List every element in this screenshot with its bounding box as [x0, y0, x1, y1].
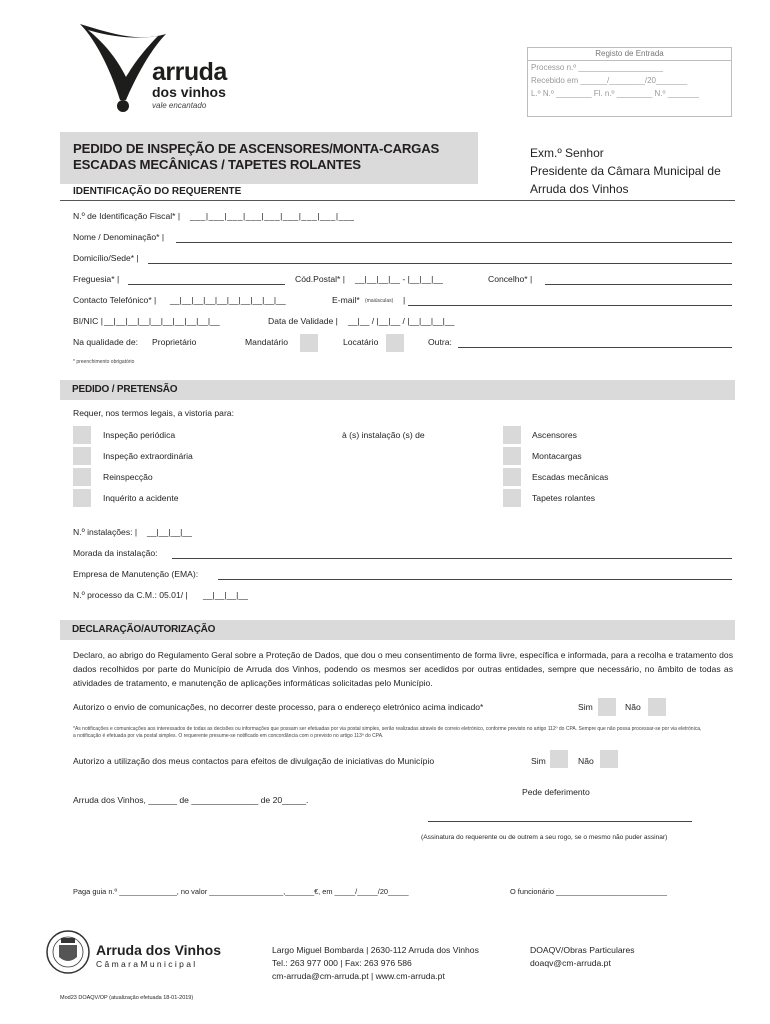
n-instalacoes-label: N.º instalações: |: [73, 527, 138, 537]
local-data[interactable]: Arruda dos Vinhos, ______ de ______________ de 20_____.: [73, 795, 309, 805]
processo-cm-label: N.º processo da C.M.: 05.01/ |: [73, 590, 188, 600]
footer-dept-2[interactable]: doaqv@cm-arruda.pt: [530, 958, 611, 968]
contacto-label: Contacto Telefónico* |: [73, 295, 157, 305]
tipo-checkbox-3[interactable]: [73, 468, 91, 486]
modelo-ref: Mod23 DOAQV/OP (atualização efetuada 18-01-2019): [60, 995, 194, 1001]
equip-label-2: Montacargas: [532, 451, 582, 461]
empresa-field[interactable]: [218, 579, 732, 580]
cod-postal-field[interactable]: __|__|__|__ - |__|__|__: [355, 274, 443, 284]
nota-cpa-line2: a notificação é efetuada por via postal simples. O requerente presume-se notificado em concordância com o previsto no artigo 113º do CPA.: [73, 733, 384, 739]
registo-entrada-box: [527, 47, 732, 117]
funcionario-label[interactable]: O funcionário ___________________________: [510, 887, 667, 896]
footer-municipio: Arruda dos Vinhos: [96, 942, 221, 958]
contactos-sim-label: Sim: [531, 756, 546, 766]
registo-title: Registo de Entrada: [528, 48, 731, 61]
n-instalacoes-field[interactable]: __|__|__|__: [147, 527, 192, 537]
mandatario-checkbox[interactable]: [300, 334, 318, 352]
nif-field[interactable]: ___|___|___|___|___|___|___|___|___: [190, 211, 355, 221]
page-title-line2: ESCADAS MECÂNICAS / TAPETES ROLANTES: [73, 157, 361, 172]
email-label: E-mail*: [332, 295, 360, 305]
pedido-intro: Requer, nos termos legais, a vistoria para:: [73, 408, 234, 418]
freguesia-field[interactable]: [128, 284, 285, 285]
nome-field[interactable]: [176, 242, 732, 243]
signature-line[interactable]: [428, 821, 692, 822]
envio-nao-checkbox[interactable]: [648, 698, 666, 716]
assinatura-label: (Assinatura do requerente ou de outrem a seu rogo, se o mesmo não puder assinar): [421, 834, 668, 841]
equip-checkbox-3[interactable]: [503, 468, 521, 486]
morada-field[interactable]: [172, 558, 732, 559]
email-field[interactable]: [408, 305, 732, 306]
locatario-label: Locatário: [343, 337, 379, 347]
tipo-label-4: Inquérito a acidente: [103, 493, 179, 503]
autorizo-contactos-label: Autorizo a utilização dos meus contactos para efeitos de divulgação de iniciativas do Município: [73, 756, 435, 766]
pede-deferimento: Pede deferimento: [522, 787, 590, 797]
contacto-field[interactable]: __|__|__|__|__|__|__|__|__|__: [170, 295, 286, 305]
outra-label: Outra:: [428, 337, 452, 347]
freguesia-label: Freguesia* |: [73, 274, 120, 284]
tipo-label-3: Reinspecção: [103, 472, 153, 482]
cod-postal-label: Cód.Postal* |: [295, 274, 346, 284]
obrigatorio-note: * preenchimento obrigatório: [73, 359, 135, 365]
concelho-field[interactable]: [545, 284, 732, 285]
qualidade-label: Na qualidade de:: [73, 337, 138, 347]
domicilio-field[interactable]: [148, 263, 732, 264]
email-pipe: |: [403, 295, 406, 305]
registo-recebido[interactable]: Recebido em ______/________/20_______: [531, 76, 688, 85]
equip-label-4: Tapetes rolantes: [532, 493, 596, 503]
equip-label-3: Escadas mecânicas: [532, 472, 609, 482]
empresa-label: Empresa de Manutenção (EMA):: [73, 569, 199, 579]
tipo-checkbox-1[interactable]: [73, 426, 91, 444]
instalacao-label: à (s) instalação (s) de: [342, 430, 425, 440]
divider: [60, 200, 735, 201]
page-title-line1: PEDIDO DE INSPEÇÃO DE ASCENSORES/MONTA-CARGAS: [73, 141, 440, 156]
registo-livro[interactable]: L.º N.º ________ Fl. n.º ________ N.º _______: [531, 89, 699, 98]
brand-name: arruda: [152, 58, 227, 86]
footer-morada-2: Tel.: 263 977 000 | Fax: 263 976 586: [272, 958, 412, 968]
equip-label-1: Ascensores: [532, 430, 577, 440]
section-heading-pedido: PEDIDO / PRETENSÃO: [72, 384, 178, 395]
contactos-sim-checkbox[interactable]: [550, 750, 568, 768]
processo-cm-field[interactable]: __|__|__|__: [203, 590, 248, 600]
footer-morada-1: Largo Miguel Bombarda | 2630-112 Arruda dos Vinhos: [272, 945, 479, 955]
addressee-line1: Exm.º Senhor: [530, 146, 604, 160]
nif-label: N.º de Identificação Fiscal* |: [73, 211, 181, 221]
municipio-seal-icon: [45, 929, 91, 975]
validade-label: Data de Validade |: [268, 316, 338, 326]
contactos-nao-checkbox[interactable]: [600, 750, 618, 768]
concelho-label: Concelho* |: [488, 274, 533, 284]
equip-checkbox-2[interactable]: [503, 447, 521, 465]
equip-checkbox-1[interactable]: [503, 426, 521, 444]
outra-field[interactable]: [458, 347, 732, 348]
locatario-checkbox[interactable]: [386, 334, 404, 352]
footer-camara: C â m a r a M u n i c i p a l: [96, 959, 196, 969]
mandatario-label: Mandatário: [245, 337, 288, 347]
proprietario-label: Proprietário: [152, 337, 197, 347]
section-bar-declaracao: [60, 620, 735, 640]
morada-label: Morada da instalação:: [73, 548, 158, 558]
tipo-checkbox-4[interactable]: [73, 489, 91, 507]
tipo-checkbox-2[interactable]: [73, 447, 91, 465]
envio-sim-label: Sim: [578, 702, 593, 712]
envio-sim-checkbox[interactable]: [598, 698, 616, 716]
footer-dept-1: DOAQV/Obras Particulares: [530, 945, 635, 955]
email-note: (maiúsculas): [365, 298, 394, 304]
section-heading-identificacao: IDENTIFICAÇÃO DO REQUERENTE: [73, 186, 242, 197]
tipo-label-1: Inspeção periódica: [103, 430, 176, 440]
registo-processo[interactable]: Processo n.º ___________________: [531, 63, 663, 72]
bi-label: BI/NIC |: [73, 316, 103, 326]
equip-checkbox-4[interactable]: [503, 489, 521, 507]
brand-tagline: vale encantado: [152, 101, 207, 110]
addressee-line2: Presidente da Câmara Municipal de: [530, 164, 721, 178]
brand-sub: dos vinhos: [152, 84, 226, 100]
nome-label: Nome / Denominação* |: [73, 232, 165, 242]
domicilio-label: Domicílio/Sede* |: [73, 253, 139, 263]
bi-field[interactable]: __|__|__|__|__|__|__|__|__|__: [104, 316, 220, 326]
section-heading-declaracao: DECLARAÇÃO/AUTORIZAÇÃO: [72, 624, 216, 635]
validade-field[interactable]: __|__ / |__|__ / |__|__|__|__: [348, 316, 455, 326]
section-bar-pedido: [60, 380, 735, 400]
autorizo-envio-label: Autorizo o envio de comunicações, no decorrer deste processo, para o endereço eletrónico acima indicado*: [73, 702, 484, 712]
envio-nao-label: Não: [625, 702, 641, 712]
footer-morada-3[interactable]: cm-arruda@cm-arruda.pt | www.cm-arruda.pt: [272, 971, 445, 981]
guia-text[interactable]: Paga guia n.º ______________, no valor __________________,_______€, em _____/_____/20_____: [73, 887, 409, 896]
declaracao-text: Declaro, ao abrigo do Regulamento Geral sobre a Proteção de Dados, que dou o meu consentimento de forma livre, específica e informada, para a recolha e tratamento dos dados recolhidos por parte do Município de Arruda dos Vinhos, podendo os mesmos ser acedidos por outras entidades, sempre que necessário, no âmbito de todas as atividades de tratamento, e manutenção de aplicações informáticas solicitadas pelo Município.: [73, 650, 733, 688]
addressee-line3: Arruda dos Vinhos: [530, 182, 629, 196]
tipo-label-2: Inspeção extraordinária: [103, 451, 193, 461]
contactos-nao-label: Não: [578, 756, 594, 766]
nota-cpa-line1: *As notificações e comunicações aos interessados de todas as decisões ou informações que possam ser efetuadas por via postal simples, serão realizadas através de correio eletrónico, conforme previsto no artigo 112º do CPA. Sempre que não possa processar-se por via eletrónica,: [73, 726, 702, 732]
